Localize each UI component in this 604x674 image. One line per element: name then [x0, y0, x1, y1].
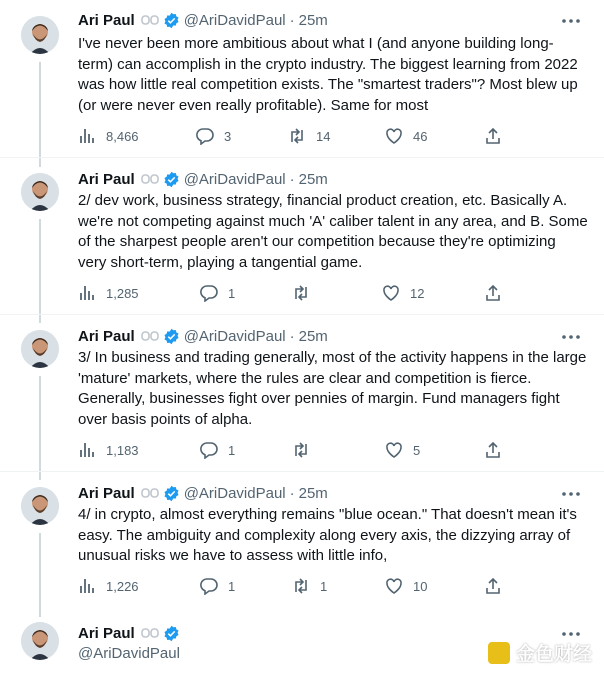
reply-icon — [196, 127, 214, 145]
heart-icon — [385, 127, 403, 145]
views-button[interactable] — [78, 440, 139, 460]
avatar[interactable] — [21, 16, 59, 54]
tweet-2[interactable] — [0, 158, 604, 315]
avatar[interactable] — [21, 622, 59, 660]
chain-link-icon — [141, 171, 159, 187]
reply-button[interactable] — [200, 576, 235, 596]
reply-button[interactable] — [200, 440, 235, 460]
like-button[interactable] — [385, 576, 427, 596]
separator-dot: · — [289, 484, 295, 502]
like-count: 46 — [413, 128, 428, 144]
like-button[interactable] — [385, 126, 427, 146]
verified-badge-icon — [163, 12, 180, 29]
tweet-1[interactable] — [0, 0, 604, 157]
views-count: 1,226 — [106, 578, 139, 594]
reply-icon — [200, 441, 218, 459]
author-name[interactable]: Ari Paul — [78, 624, 135, 642]
chain-link-icon — [141, 485, 159, 501]
chain-link-icon — [141, 625, 159, 641]
like-count: 10 — [413, 578, 428, 594]
retweet-count: 1 — [320, 578, 328, 594]
tweet-header — [78, 482, 564, 504]
separator-dot: · — [289, 170, 295, 188]
author-name[interactable]: Ari Paul — [78, 11, 135, 29]
views-count: 1,183 — [106, 442, 139, 458]
share-icon — [484, 127, 502, 145]
timestamp[interactable]: 25m — [298, 484, 328, 502]
author-handle[interactable]: @AriDavidPaul — [183, 11, 286, 29]
retweet-icon — [292, 284, 310, 302]
reply-count: 1 — [228, 442, 236, 458]
author-handle[interactable]: @AriDavidPaul — [183, 327, 286, 345]
verified-badge-icon — [163, 171, 180, 188]
tweet-header — [78, 325, 564, 347]
reply-button[interactable] — [200, 283, 235, 303]
avatar[interactable] — [21, 330, 59, 368]
reply-icon — [200, 577, 218, 595]
tweet-actions — [78, 440, 518, 460]
tweet-actions — [78, 576, 518, 596]
avatar[interactable] — [21, 487, 59, 525]
retweet-icon — [292, 441, 310, 459]
retweet-count: 14 — [316, 128, 331, 144]
watermark-text: 金色财经 — [515, 644, 592, 665]
tweet-header — [78, 168, 564, 190]
heart-icon — [385, 577, 403, 595]
reply-count: 3 — [224, 128, 232, 144]
retweet-button[interactable] — [292, 283, 320, 303]
tweet-header — [78, 9, 564, 31]
share-button[interactable] — [484, 576, 502, 596]
share-button[interactable] — [484, 440, 502, 460]
verified-badge-icon — [163, 328, 180, 345]
tweet-text: 4/ in crypto, almost everything remains "blue ocean." That doesn't mean it's easy. The ambiguity and complexity along every axis, the dizzying array of unusual risks we have to assess with little info, — [78, 506, 577, 564]
share-icon — [484, 284, 502, 302]
tweet-3[interactable] — [0, 315, 604, 472]
views-icon — [78, 441, 96, 459]
author-handle[interactable]: @AriDavidPaul — [78, 645, 180, 662]
reply-icon — [200, 284, 218, 302]
more-options-icon[interactable] — [560, 13, 582, 29]
heart-icon — [385, 441, 403, 459]
author-handle[interactable]: @AriDavidPaul — [183, 484, 286, 502]
views-button[interactable] — [78, 126, 139, 146]
timestamp[interactable]: 25m — [298, 327, 328, 345]
views-icon — [78, 284, 96, 302]
heart-icon — [382, 284, 400, 302]
author-handle[interactable]: @AriDavidPaul — [183, 170, 286, 188]
separator-dot: · — [289, 327, 295, 345]
reply-count: 1 — [228, 578, 236, 594]
tweet-4[interactable] — [0, 472, 604, 608]
views-button[interactable] — [78, 576, 139, 596]
tweet-text: 3/ In business and trading generally, most of the activity happens in the large 'mature' markets, where the rules are clear and competition is fierce. Generally, businesses fight over pennies of margin. Fund managers fight over basis points of alpha. — [78, 349, 587, 428]
like-count: 12 — [410, 285, 425, 301]
views-count: 1,285 — [106, 285, 139, 301]
like-count: 5 — [413, 442, 421, 458]
timestamp[interactable]: 25m — [298, 170, 328, 188]
retweet-button[interactable] — [288, 126, 330, 146]
share-icon — [484, 577, 502, 595]
timestamp[interactable]: 25m — [298, 11, 328, 29]
reply-button[interactable] — [196, 126, 231, 146]
tweet-actions — [78, 283, 518, 303]
retweet-icon — [288, 127, 306, 145]
tweet-text: 2/ dev work, business strategy, financial product creation, etc. Basically A. we're not competing against much 'A' caliber talent in any area, and B. Some of the sharpest people aren't our competition because they're optimizing very short-term, playing a tangential game. — [78, 192, 588, 271]
retweet-icon — [292, 577, 310, 595]
verified-badge-icon — [163, 485, 180, 502]
verified-badge-icon — [163, 625, 180, 642]
watermark — [488, 639, 592, 666]
chain-link-icon — [141, 328, 159, 344]
chain-link-icon — [141, 12, 159, 28]
like-button[interactable] — [382, 283, 424, 303]
author-name[interactable]: Ari Paul — [78, 170, 135, 188]
retweet-button[interactable] — [292, 440, 320, 460]
views-icon — [78, 577, 96, 595]
more-options-icon[interactable] — [560, 329, 582, 345]
share-button[interactable] — [484, 126, 502, 146]
views-count: 8,466 — [106, 128, 139, 144]
retweet-button[interactable] — [292, 576, 327, 596]
avatar[interactable] — [21, 173, 59, 211]
views-button[interactable] — [78, 283, 139, 303]
author-name[interactable]: Ari Paul — [78, 327, 135, 345]
like-button[interactable] — [385, 440, 420, 460]
watermark-logo-icon — [488, 642, 510, 664]
tweet-actions — [78, 126, 518, 146]
reply-count: 1 — [228, 285, 236, 301]
separator-dot: · — [289, 11, 295, 29]
author-name[interactable]: Ari Paul — [78, 484, 135, 502]
views-icon — [78, 127, 96, 145]
share-icon — [484, 441, 502, 459]
more-options-icon[interactable] — [560, 486, 582, 502]
tweet-text: I've never been more ambitious about what I (and anyone building long-term) can accomplish in the crypto industry. The biggest learning from 2022 was how little real competition exists. The "smartest traders"? Most blew up (or were never even really profitable). Same for most — [78, 35, 578, 114]
share-button[interactable] — [484, 283, 502, 303]
